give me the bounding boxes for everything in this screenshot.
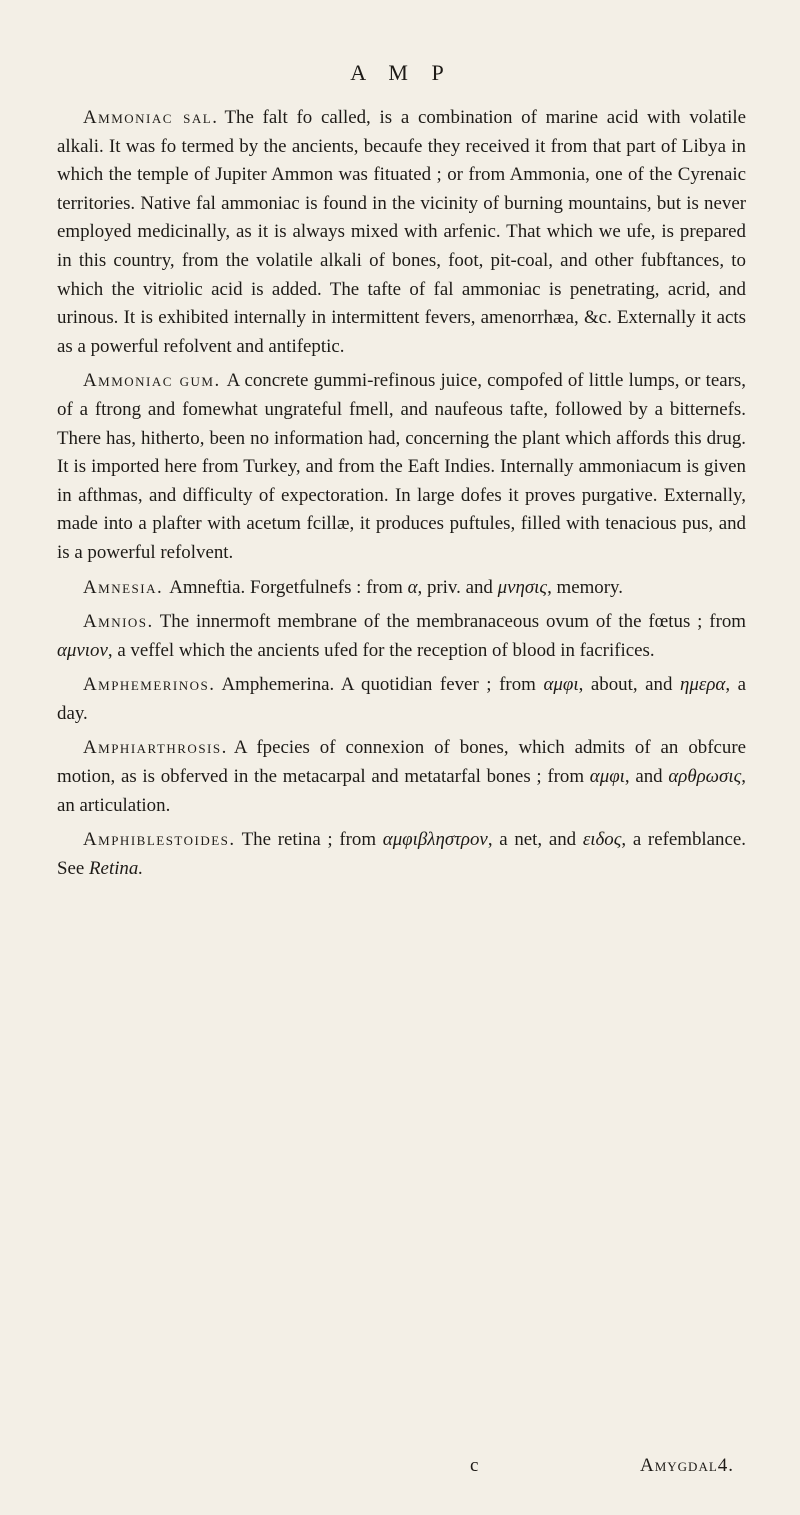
headword: Amnesia. xyxy=(83,576,164,598)
greek-term: αρθρωσις xyxy=(668,766,742,788)
entry-text: The falt fo called, is a combination of marine acid with volatile alkali. It was fo termed by the ancients, becaufe they received it from that part of Libya in which the temple of Jupiter Ammon was fituated ; or from Ammonia, one of the Cyrenaic territories. Native fal ammoniac is found in the vicinity of burning mountains, but is never employed medicinally, as it is always mixed with arfenic. That which we ufe, is prepared in this country, from the volatile alkali of bones, foot, pit-coal, and other fubftances, to which the vitriolic acid is added. The tafte of fal ammoniac is penetrating, acrid, and urinous. It is exhibited internally in intermittent fevers, amenorrhæa, &c. Externally it acts as a powerful refolvent and antifeptic. xyxy=(57,107,746,357)
entry-amphemerinos xyxy=(57,671,746,728)
entry-text: , memory. xyxy=(547,576,623,598)
entry-text: A concrete gummi-refinous juice, compofed of little lumps, or tears, of a ftrong and fomewhat ungrateful fmell, and naufeous tafte, followed by a bitternefs. There has, hitherto, been no information had, concerning the plant which affords this drug. It is imported here from Turkey, and from the Eaft Indies. Internally ammoniacum is given in afthmas, and difficulty of expectoration. In large dofes it proves purgative. Externally, made into a plafter with acetum fcillæ, it produces puftules, filled with tenacious pus, and is a powerful refolvent. xyxy=(57,370,746,563)
entry-ammoniac-gum xyxy=(57,367,746,567)
greek-term: αμφιβληστρον xyxy=(382,829,488,851)
entry-text: Amphemerina. A quotidian fever ; from xyxy=(221,674,536,696)
greek-term: αμνιον xyxy=(57,639,108,661)
catchword: Amygdal4. xyxy=(640,1455,735,1476)
greek-term: ειδος xyxy=(582,829,622,851)
page-footer xyxy=(0,1455,800,1485)
entry-amnesia xyxy=(57,574,746,603)
entry-amnios xyxy=(57,608,746,665)
headword: Ammoniac sal. xyxy=(83,107,219,128)
greek-term: μνησις xyxy=(497,576,548,598)
entry-text: , a net, and xyxy=(487,829,577,851)
entry-text: , priv. and xyxy=(417,576,493,598)
entry-text: , an articulation. xyxy=(57,766,746,816)
headword: Amphiarthrosis. xyxy=(83,737,228,759)
entry-text: , about, and xyxy=(578,674,673,696)
entry-amphiarthrosis xyxy=(57,734,746,820)
entry-ammoniac-sal xyxy=(57,104,746,361)
entry-text: The innermoft membrane of the membranaceous ovum of the fœtus ; from xyxy=(159,611,746,633)
greek-term: α xyxy=(407,576,418,598)
signature-mark: c xyxy=(470,1455,479,1476)
entry-text: , and xyxy=(624,766,663,788)
headword: Amphemerinos. xyxy=(83,674,216,696)
greek-term: ημερα xyxy=(680,674,726,696)
entry-text: A fpecies of connexion of bones, which admits of an obfcure motion, as is obferved in the metacarpal and metatarfal bones ; from xyxy=(57,737,746,788)
greek-term: αμφι xyxy=(543,674,579,696)
headword: Amphiblestoides. xyxy=(83,829,236,851)
greek-term: αμφι xyxy=(589,766,625,788)
entry-text: , a veffel which the ancients ufed for the reception of blood in facrifices. xyxy=(107,639,655,661)
see-reference: Retina. xyxy=(89,857,144,879)
entry-amphiblestoides xyxy=(57,826,746,883)
entry-text: Amneftia. Forgetfulnefs : from xyxy=(169,576,403,598)
entry-text: , a day. xyxy=(57,674,747,724)
entry-text: , a refemblance. See xyxy=(57,829,746,879)
entry-text: The retina ; from xyxy=(241,829,377,851)
headword: Ammoniac gum. xyxy=(83,370,221,392)
running-head: A M P xyxy=(350,60,453,85)
headword: Amnios. xyxy=(83,611,154,633)
